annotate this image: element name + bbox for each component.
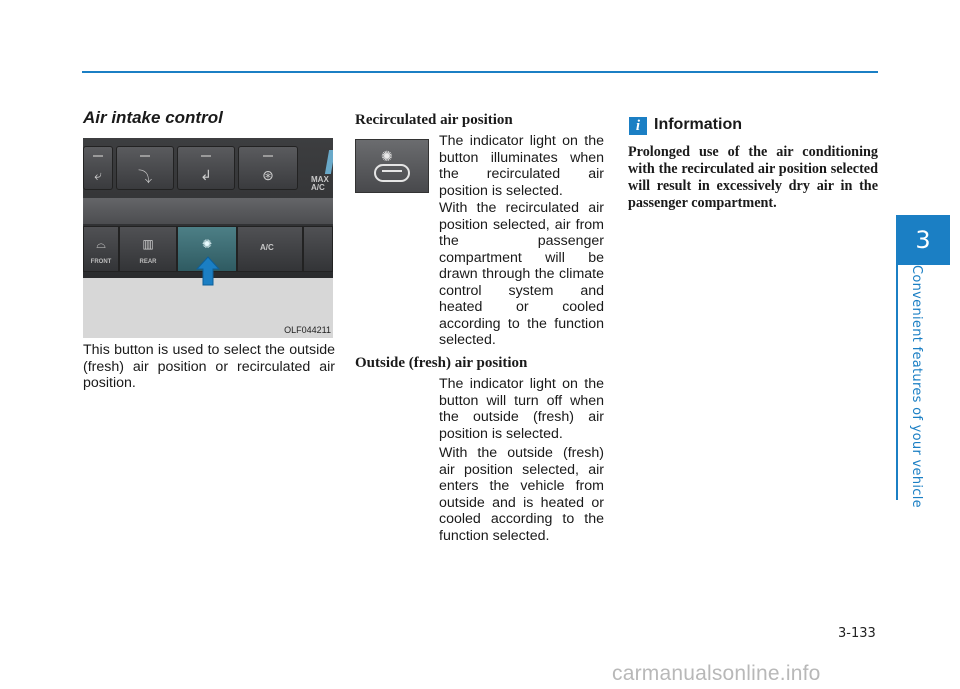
indicator-light-icon: ✺	[381, 148, 393, 164]
recirculation-indicator-image	[355, 139, 429, 193]
information-title: Information	[654, 116, 742, 133]
face-vent-icon: ⤶	[94, 167, 102, 183]
mode-button-row	[83, 146, 333, 190]
page-number: 3-133	[838, 626, 876, 641]
chapter-rail-line	[896, 265, 898, 500]
max-label: MAX	[311, 175, 329, 184]
outside-heading: Outside (fresh) air position	[355, 355, 528, 371]
up-arrow-icon	[196, 256, 220, 286]
info-icon: i	[629, 117, 647, 135]
ac-top-label: A/C	[311, 183, 325, 192]
recirculated-paragraph-1: The indicator light on the button illuminates when the recirculated air position is selected.	[439, 133, 604, 199]
bilevel-vent-icon: ⤵	[138, 169, 152, 185]
display-edge	[325, 150, 333, 174]
chapter-number: 3	[915, 226, 931, 254]
indicator-dash	[201, 155, 211, 157]
figure-code: OLF044211	[284, 325, 331, 335]
front-defrost-button	[83, 226, 119, 272]
defrost-floor-icon: ⊛	[262, 167, 274, 183]
outside-paragraph-2: With the outside (fresh) air position selected, air enters the vehicle from outside and is heated or cooled according to the function selected.	[439, 445, 604, 544]
max-ac-label	[311, 176, 329, 192]
indicator-dash	[140, 155, 150, 157]
front-label: FRONT	[90, 259, 112, 265]
floor-vent-icon: ↲	[200, 167, 212, 183]
climate-panel-photo	[83, 138, 333, 338]
intro-paragraph: This button is used to select the outside (fresh) air position or recirculated air position.	[83, 342, 335, 391]
ac-bottom-label: A/C	[260, 243, 274, 252]
information-text: Prolonged use of the air conditioning with the recirculated air position selected will result in excessively dry air in the passenger compartment.	[628, 144, 878, 211]
chapter-title: Convenient features of your vehicle	[909, 265, 924, 508]
recirculated-paragraph-2: With the recirculated air position selected, air from the passenger compartment will be drawn through the climate control system and heated or cooled according to the function selected.	[439, 200, 604, 348]
indicator-dash	[263, 155, 273, 157]
section-heading: Air intake control	[83, 108, 223, 127]
panel-strip	[83, 198, 333, 224]
ac-button	[237, 226, 303, 272]
rear-defrost-button	[119, 226, 177, 272]
rear-label: REAR	[139, 259, 157, 265]
mode-bilevel-button	[116, 146, 174, 190]
outside-paragraph-1: The indicator light on the button will turn off when the outside (fresh) air position is selected.	[439, 376, 604, 442]
watermark: carmanualsonline.info	[612, 662, 821, 685]
recirculated-heading: Recirculated air position	[355, 112, 513, 128]
mode-floor-button	[177, 146, 235, 190]
rear-defrost-icon: ▥	[142, 237, 154, 251]
chapter-number-tab	[896, 215, 950, 265]
mode-defrost-floor-button	[238, 146, 298, 190]
car-recirculation-icon	[374, 164, 410, 182]
extra-button	[303, 226, 333, 272]
front-defrost-icon: ⌓	[96, 237, 106, 251]
indicator-dash	[93, 155, 103, 157]
mode-face-button	[83, 146, 113, 190]
recirculation-icon: ✺	[201, 237, 213, 251]
top-rule	[82, 71, 878, 73]
